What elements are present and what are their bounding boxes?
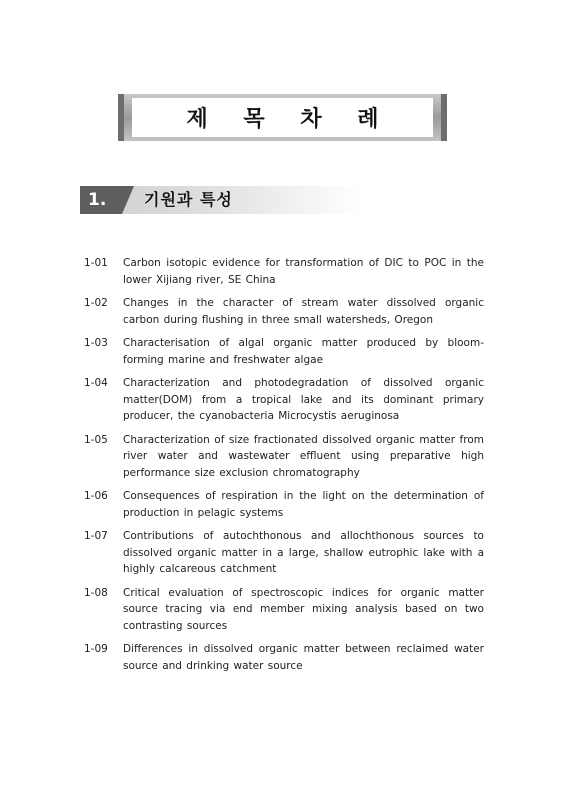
section-number-slant: [122, 186, 134, 214]
toc-entry-title: Consequences of respiration in the light on the determination of production in pelagic systems: [123, 490, 484, 519]
section-title: 기원과 특성: [144, 190, 233, 209]
toc-entry-title: Contributions of autochthonous and allochthonous sources to dissolved organic matter in a large, shallow eutrophic lake with a highly calcareous catchment: [123, 530, 484, 575]
toc-entry[interactable]: [84, 641, 484, 674]
toc-entry-title: Characterization of size fractionated dissolved organic matter from river water and wastewater effluent using preparative high performance size exclusion chromatography: [123, 433, 484, 479]
toc-entry-list: [84, 255, 484, 681]
toc-entry-number: 1-08: [84, 586, 108, 599]
toc-entry-number: 1-04: [84, 377, 108, 389]
toc-entry-number: 1-09: [84, 643, 108, 655]
toc-entry[interactable]: [84, 255, 484, 288]
title-box: [132, 98, 433, 137]
toc-entry[interactable]: [84, 528, 484, 578]
toc-entry[interactable]: [84, 585, 484, 635]
toc-entry[interactable]: [84, 432, 484, 482]
page-title: 제 목 차 례: [186, 107, 393, 132]
toc-entry-number: 1-07: [84, 530, 108, 542]
toc-entry[interactable]: [84, 488, 484, 521]
toc-entry-number: 1-06: [84, 490, 108, 502]
section-number: 1.: [80, 186, 122, 214]
toc-entry[interactable]: [84, 375, 484, 425]
toc-entry-number: 1-01: [84, 257, 108, 269]
toc-entry-title: Critical evaluation of spectroscopic indices for organic matter source tracing via end member mixing analysis based on two contrasting sources: [123, 586, 484, 632]
toc-entry-number: 1-02: [84, 297, 108, 309]
toc-entry[interactable]: [84, 335, 484, 368]
toc-entry-number: 1-05: [84, 433, 108, 446]
toc-entry-title: Changes in the character of stream water dissolved organic carbon during flushing in three small watersheds, Oregon: [123, 297, 484, 326]
toc-entry-title: Carbon isotopic evidence for transformation of DIC to POC in the lower Xijiang river, SE China: [123, 257, 484, 286]
title-banner-right-edge: [441, 94, 447, 141]
title-banner-left-edge: [118, 94, 124, 141]
section-header: [80, 186, 360, 214]
toc-entry-title: Differences in dissolved organic matter between reclaimed water source and drinking water source: [123, 643, 484, 672]
toc-entry-title: Characterization and photodegradation of dissolved organic matter(DOM) from a tropical lake and its dominant primary producer, the cyanobacteria Microcystis aeruginosa: [123, 377, 484, 422]
toc-entry-title: Characterisation of algal organic matter produced by bloom-forming marine and freshwater algae: [123, 337, 484, 366]
toc-entry-number: 1-03: [84, 337, 108, 349]
toc-entry[interactable]: [84, 295, 484, 328]
